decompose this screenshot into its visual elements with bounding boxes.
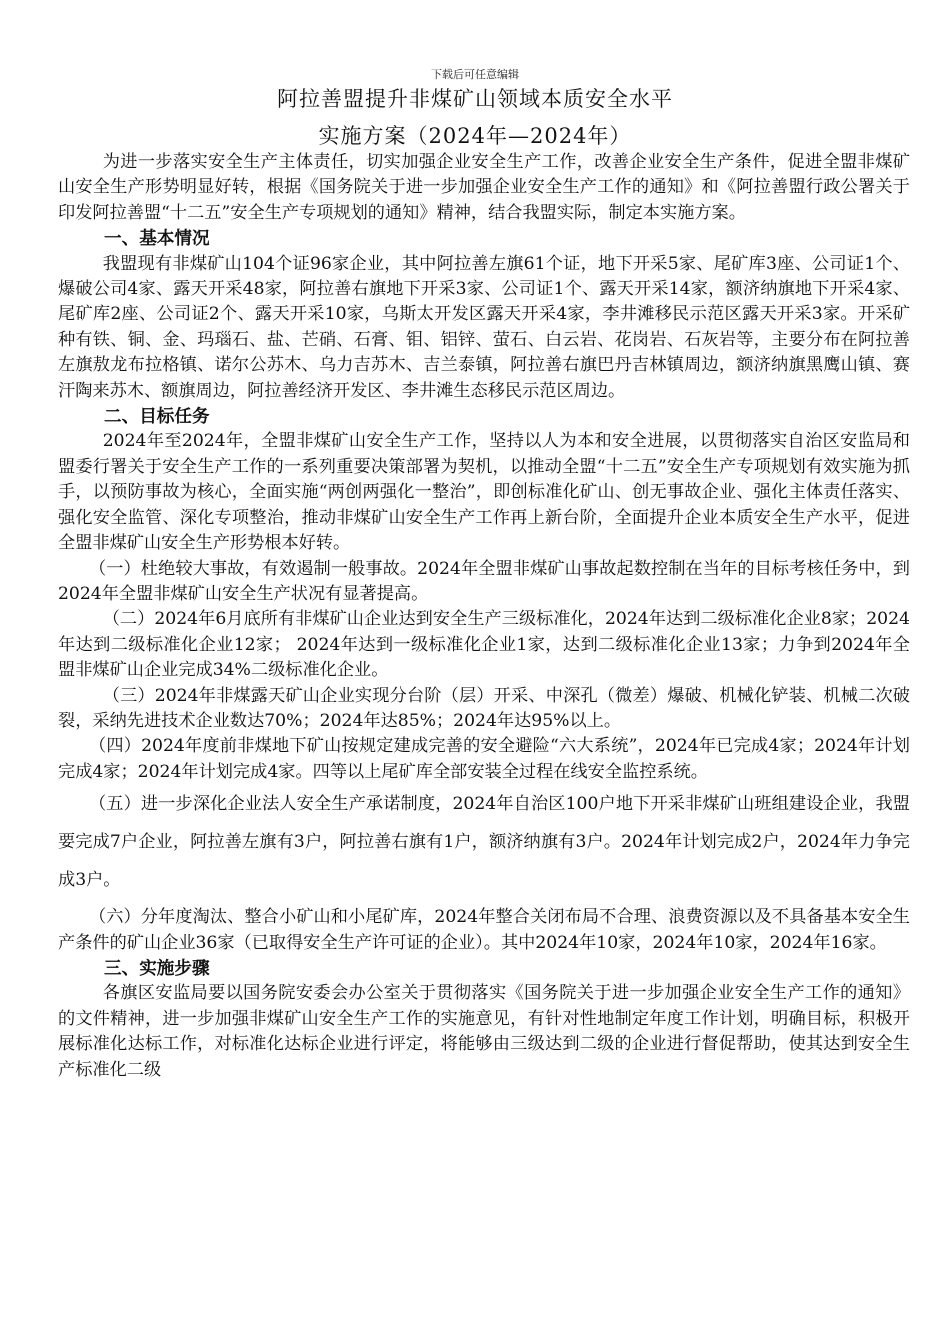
goal-item: （四）2024年度前非煤地下矿山按规定建成完善的安全避险“六大系统”，2024年已完成4家；2024年计划完成4家；2024年计划完成4家。四等以上尾矿库全部安装全过程在线安全监控系统。 [58,736,910,782]
intro-paragraph: 为进一步落实安全生产主体责任，切实加强企业安全生产工作，改善企业安全生产条件，促进全盟非煤矿山安全生产形势明显好转，根据《国务院关于进一步加强企业安全生产工作的通知》和《阿拉善盟行政公署关于印发阿拉善盟“十二五”安全生产专项规划的通知》精神，结合我盟实际，制定本实施方案。 [58,152,910,223]
document-body [58,150,910,1083]
section-heading-steps: 三、实施步骤 [104,957,210,979]
basic-info-paragraph: 我盟现有非煤矿山104个证96家企业，其中阿拉善左旗61个证，地下开采5家、尾矿库3座、公司证1个、爆破公司4家、露天开采48家，阿拉善右旗地下开采3家、公司证1个、露天开采14家，额济纳旗地下开采4家、尾矿库2座、公司证2个、露天开采10家，乌斯太开发区露天开采4家，李井滩移民示范区露天开采3家。开采矿种有铁、铜、金、玛瑙石、盐、芒硝、石膏、钼、铝锌、萤石、白云岩、花岗岩、石灰岩等，主要分布在阿拉善左旗敖龙布拉格镇、诺尔公苏木、乌力吉苏木、吉兰泰镇，阿拉善右旗巴丹吉林镇周边，额济纳旗黑鹰山镇、赛汗陶来苏木、额旗周边，阿拉善经济开发区、李井滩生态移民示范区周边。 [58,253,910,401]
goal-item: （二）2024年6月底所有非煤矿山企业达到安全生产三级标准化，2024年达到二级标准化企业8家；2024年达到二级标准化企业12家； 2024年达到一级标准化企业1家，达到二级标准化企业13家；力争到2024年全盟非煤矿山企业完成34%二级标准化企业。 [58,609,910,681]
document-title: 阿拉善盟提升非煤矿山领域本质安全水平 [277,87,673,111]
section-heading-basic-info: 一、基本情况 [104,228,210,250]
steps-paragraph: 各旗区安监局要以国务院安委会办公室关于贯彻落实《国务院关于进一步加强企业安全生产工作的通知》的文件精神，进一步加强非煤矿山安全生产工作的实施意见，有针对性地制定年度工作计划，明确目标，积极开展标准化达标工作，对标准化达标企业进行评定，将能够由三级达到二级的企业进行督促帮助，使其达到安全生产标准化二级 [58,983,910,1080]
goal-item: （五）进一步深化企业法人安全生产承诺制度，2024年自治区100户地下开采非煤矿山班组建设企业，我盟要完成7户企业，阿拉善左旗有3户，阿拉善右旗有1户，额济纳旗有3户。2024年计划完成2户，2024年力争完成3户。 [58,794,910,891]
download-watermark: 下载后可任意编辑 [431,68,519,81]
goals-paragraph: 2024年至2024年，全盟非煤矿山安全生产工作，坚持以人为本和安全进展，以贯彻落实自治区安监局和盟委行署关于安全生产工作的一系列重要决策部署为契机，以推动全盟“十二五”安全生产专项规划有效实施为抓手，以预防事故为核心，全面实施“两创两强化一整治”，即创标准化矿山、创无事故企业、强化主体责任落实、强化安全监管、深化专项整治，推动非煤矿山安全生产工作再上新台阶，全面提升企业本质安全生产水平，促进全盟非煤矿山安全生产形势根本好转。 [58,431,910,554]
section-heading-goals: 二、目标任务 [104,406,210,428]
document-subtitle: 实施方案（2024年—2024年） [318,124,632,148]
goal-item: （六）分年度淘汰、整合小矿山和小尾矿库，2024年整合关闭布局不合理、浪费资源以及不具备基本安全生产条件的矿山企业36家（已取得安全生产许可证的企业）。其中2024年10家，2024年10家，2024年16家。 [58,907,910,953]
goal-item: （一）杜绝较大事故，有效遏制一般事故。2024年全盟非煤矿山事故起数控制在当年的目标考核任务中，到2024年全盟非煤矿山安全生产状况有显著提高。 [58,558,910,604]
goal-item: （三）2024年非煤露天矿山企业实现分台阶（层）开采、中深孔（微差）爆破、机械化铲装、机械二次破裂，采纳先进技术企业数达70%；2024年达85%；2024年达95%以上。 [58,685,910,731]
